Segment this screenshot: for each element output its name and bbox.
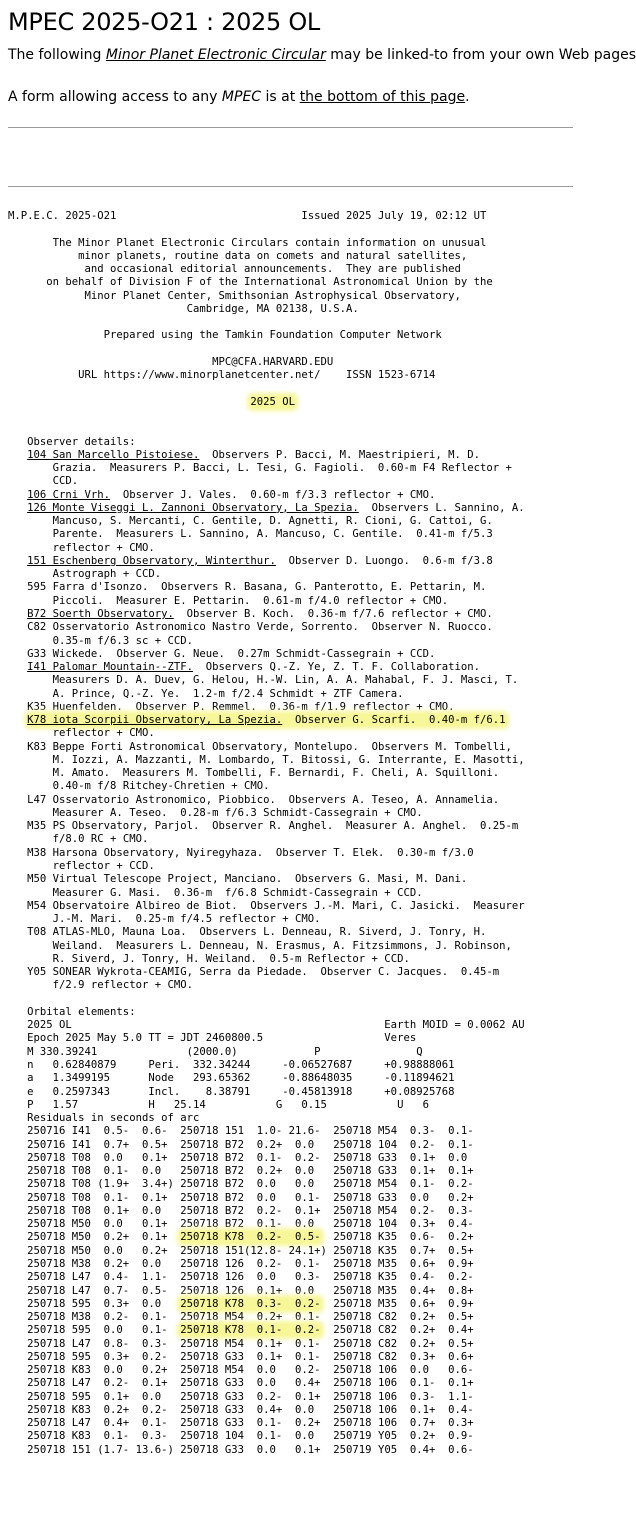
- observer-line: Observer J. Vales. 0.60-m f/3.3 reflector + CMO.: [122, 488, 436, 501]
- observer-line: Observer T. Elek. 0.30-m f/3.0: [275, 846, 474, 859]
- residual-cell: 250718 104 0.3+ 0.4-: [333, 1218, 474, 1231]
- observatory-link[interactable]: 106 Crni Vrh.: [27, 488, 111, 501]
- residual-cell: 250716 I41 0.5- 0.6-: [27, 1125, 181, 1138]
- observer-line: reflector + CCD.: [52, 860, 155, 873]
- preamble-line: and occasional editorial announcements. They are published: [84, 263, 461, 276]
- observer-line: Mancuso, S. Mercanti, C. Gentile, D. Agnetti, R. Cioni, G. Cattoi, G.: [52, 515, 493, 528]
- residual-cell: 250718 L47 0.4- 1.1-: [27, 1271, 181, 1284]
- residual-cell: 250718 K35 0.4- 0.2-: [333, 1271, 474, 1284]
- observer-line: Observer N. Ruocco.: [371, 621, 493, 634]
- residual-cell: 250718 151 (1.7- 13.6-): [27, 1443, 181, 1456]
- residual-cell: 250718 595 0.1+ 0.0: [27, 1390, 181, 1403]
- observer-line: Observer P. Remmel. 0.36-m f/1.9 reflector + CMO.: [135, 700, 455, 713]
- observer-line: Observer R. Anghel. Measurer A. Anghel. 0.25-m: [212, 820, 519, 833]
- observer-entry-c82: [8, 621, 493, 646]
- observer-line: Observer C. Jacques. 0.45-m: [320, 966, 500, 979]
- observatory-link[interactable]: B72 Soerth Observatory.: [27, 607, 174, 620]
- observer-highlight: [27, 714, 505, 726]
- residual-cell: 250719 Y05 0.4+ 0.6-: [333, 1443, 474, 1456]
- observer-line: Observers M. Tombelli,: [371, 740, 512, 753]
- observatory-name: C82 Osservatorio Astronomico Nastro Verde, Sorrento.: [27, 621, 359, 634]
- observer-line: Weiland. Measurers L. Denneau, N. Erasmus, A. Fitzsimmons, J. Robinson,: [52, 939, 512, 952]
- observatory-name: M54 Observatoire Albireo de Biot.: [27, 899, 238, 912]
- observer-line: Observer G. Neue. 0.27m Schmidt-Cassegrain + CCD.: [116, 647, 436, 660]
- residual-cell: 250718 G33 0.1- 0.2+: [180, 1417, 334, 1430]
- residual-cell: 250718 M38 0.2- 0.1-: [27, 1311, 181, 1324]
- mpec-id: M.P.E.C. 2025-O21: [8, 210, 117, 222]
- residuals-heading: Residuals in seconds of arc: [27, 1112, 200, 1125]
- residual-cell: 250718 L47 0.2- 0.1+: [27, 1377, 181, 1390]
- residual-cell: 250718 K35 0.6- 0.2+: [333, 1231, 474, 1244]
- observer-line: 0.35-m f/6.3 sc + CCD.: [52, 634, 193, 647]
- residual-cell: 250718 K35 0.7+ 0.5+: [333, 1244, 474, 1257]
- observer-line: R. Siverd, J. Tonry, H. Weiland. 0.5-m Reflector + CCD.: [52, 952, 410, 965]
- observer-line: f/8.0 RC + CMO.: [52, 833, 149, 846]
- residual-cell: 250718 B72 0.2- 0.1+: [180, 1204, 334, 1217]
- residual-cell: 250718 106 0.3- 1.1-: [333, 1390, 474, 1403]
- residual-cell: 250718 M35 0.4+ 0.8+: [333, 1284, 474, 1297]
- observer-entry-k35: [27, 701, 454, 713]
- observer-line: Observers A. Teseo, A. Annamelia.: [288, 793, 500, 806]
- observatory-name: K83 Beppe Forti Astronomical Observatory, Montelupo.: [27, 740, 359, 753]
- observatory-name: M35 PS Observatory, Parjol.: [27, 820, 200, 833]
- residual-cell: 250718 595 0.0 0.1-: [27, 1324, 181, 1337]
- observer-entry-106: [27, 489, 435, 501]
- bottom-of-page-link[interactable]: the bottom of this page: [299, 89, 466, 105]
- observer-line: Observers J.-M. Mari, C. Jasicki. Measurer: [250, 899, 525, 912]
- observer-line: Astrograph + CCD.: [52, 568, 162, 581]
- residual-cell-k78: 250718 K78 0.3- 0.2-: [180, 1297, 321, 1310]
- object-designation: 2025 OL: [250, 395, 296, 408]
- residual-cell: 250718 M54 0.0 0.2-: [180, 1364, 334, 1377]
- residual-cell: 250718 151 1.0- 21.6-: [180, 1125, 334, 1138]
- residual-cell: 250718 G33 0.2- 0.1+: [180, 1390, 334, 1403]
- contact-email: MPC@CFA.HARVARD.EDU: [212, 355, 334, 368]
- orbital-line: M 330.39241 (2000.0) P Q: [27, 1045, 423, 1058]
- residual-cell: 250718 M54 0.2+ 0.1-: [180, 1311, 334, 1324]
- preamble-line: The Minor Planet Electronic Circulars contain information on unusual: [52, 236, 487, 249]
- observer-entry-l47: [8, 794, 499, 819]
- observer-line: Parente. Measurers L. Sannino, A. Mancuso, C. Gentile. 0.41-m f/5.3: [52, 528, 493, 541]
- observer-line: Observer B. Koch. 0.36-m f/7.6 reflector + CMO.: [186, 607, 493, 620]
- observatory-link[interactable]: 104 San Marcello Pistoiese.: [27, 448, 200, 461]
- observer-line: A. Prince, Q.-Z. Ye. 1.2-m f/2.4 Schmidt + ZTF Camera.: [52, 687, 404, 700]
- observer-entry-g33: [27, 648, 435, 660]
- observer-entry-k78: [8, 714, 506, 739]
- intro-pre: The following: [8, 47, 106, 63]
- observer-line: 0.40-m f/8 Ritchey-Chretien + CMO.: [52, 780, 270, 793]
- residual-cell: 250718 126 0.1+ 0.0: [180, 1284, 334, 1297]
- residual-cell: 250718 106 0.0 0.6-: [333, 1364, 474, 1377]
- observer-line: f/2.9 reflector + CMO.: [52, 979, 193, 992]
- observer-line: Observers Q.-Z. Ye, Z. T. F. Collaboration.: [205, 661, 480, 674]
- residual-cell: 250718 T08 0.1- 0.1+: [27, 1191, 181, 1204]
- orbital-heading: Orbital elements:: [27, 1005, 136, 1018]
- residual-cell: 250718 T08 0.1+ 0.0: [27, 1204, 181, 1217]
- residual-cell: 250718 L47 0.4+ 0.1-: [27, 1417, 181, 1430]
- observer-line: Measurer G. Masi. 0.36-m f/6.8 Schmidt-Cassegrain + CCD.: [52, 886, 423, 899]
- mpec-link[interactable]: Minor Planet Electronic Circular: [105, 47, 326, 63]
- observer-entry-m35: [8, 820, 518, 845]
- intro-post: may be linked-to from your own Web pages: [325, 47, 636, 63]
- residual-cell: 250718 K83 0.1- 0.3-: [27, 1430, 181, 1443]
- observatory-link[interactable]: 151 Eschenberg Observatory, Winterthur.: [27, 554, 276, 567]
- residual-cell: 250718 C82 0.2+ 0.5+: [333, 1311, 474, 1324]
- orbital-line: 2025 OL Earth MOID = 0.0062 AU: [27, 1019, 525, 1032]
- observer-line: Observers P. Bacci, M. Maestripieri, M. D.: [212, 448, 480, 461]
- residual-cell: 250718 M54 0.2- 0.3-: [333, 1204, 474, 1217]
- observer-line: M. Iozzi, A. Mazzanti, M. Lombardo, T. Bitossi, G. Interrante, E. Masotti,: [52, 753, 525, 766]
- observer-entry-m38: [8, 847, 474, 872]
- observatory-name: G33 Wickede.: [27, 647, 104, 660]
- observer-line: Piccoli. Measurer E. Pettarin. 0.61-m f/4.0 reflector + CMO.: [52, 594, 449, 607]
- observatory-name: K35 Huenfelden.: [27, 700, 123, 713]
- residual-cell-k78: 250718 K78 0.1- 0.2-: [180, 1324, 321, 1337]
- residual-cell: 250719 Y05 0.2+ 0.9-: [333, 1430, 474, 1443]
- observer-entry-126: [8, 502, 525, 554]
- issued-date: Issued 2025 July 19, 02:12 UT: [301, 210, 487, 222]
- observatory-link[interactable]: I41 Palomar Mountain--ZTF.: [27, 661, 193, 674]
- residual-cell: 250718 G33 0.4+ 0.0: [180, 1403, 334, 1416]
- residual-cell: 250718 B72 0.1- 0.2-: [180, 1151, 334, 1164]
- residual-cell: 250718 595 0.3+ 0.2-: [27, 1350, 181, 1363]
- residual-cell: 250718 595 0.3+ 0.0: [27, 1297, 181, 1310]
- form-note: [8, 89, 470, 105]
- residual-cell: 250718 106 0.1- 0.1+: [333, 1377, 474, 1390]
- observer-entry-y05: [8, 966, 499, 991]
- observer-line: Observers L. Denneau, R. Siverd, J. Tonry, H.: [199, 926, 487, 939]
- observer-entry-k83: [8, 741, 525, 793]
- observer-line: reflector + CMO.: [52, 541, 155, 554]
- residual-cell: 250718 T08 (1.9+ 3.4+): [27, 1178, 181, 1191]
- preamble-line: on behalf of Division F of the International Astronomical Union by the: [46, 276, 493, 289]
- observer-line: Measurers D. A. Duev, G. Helou, H.-W. Lin, A. A. Mahabal, F. J. Masci, T.: [52, 674, 519, 687]
- orbital-line: a 1.3499195 Node 293.65362 -0.88648035 -0.11894621: [27, 1072, 455, 1085]
- observer-line: M. Amato. Measurers M. Tombelli, F. Bernardi, F. Cheli, A. Squilloni.: [52, 767, 500, 780]
- mpec-text: [8, 210, 525, 1457]
- preamble-line: minor planets, routine data on comets and natural satellites,: [78, 249, 468, 262]
- observatory-name: M50 Virtual Telescope Project, Manciano.: [27, 873, 283, 886]
- residual-cell: 250718 M50 0.0 0.2+: [27, 1244, 181, 1257]
- residual-cell: 250718 106 0.1+ 0.4-: [333, 1403, 474, 1416]
- observer-line: Observers L. Sannino, A.: [371, 501, 525, 514]
- form-note-post: .: [465, 89, 470, 105]
- residual-cell: 250718 T08 0.0 0.1+: [27, 1151, 181, 1164]
- orbital-line: n 0.62840879 Peri. 332.34244 -0.06527687 +0.98888061: [27, 1059, 455, 1071]
- observatory-name: L47 Osservatorio Astronomico, Piobbico.: [27, 793, 276, 806]
- orbital-line: e 0.2597343 Incl. 8.38791 -0.45813918 +0.08925768: [27, 1085, 455, 1098]
- residual-cell: 250718 M35 0.6+ 0.9+: [333, 1257, 474, 1270]
- observer-line: CCD.: [52, 475, 79, 488]
- form-note-mid: is at: [261, 89, 300, 105]
- residual-cell: 250718 C82 0.3+ 0.6+: [333, 1350, 474, 1363]
- observer-line: Grazia. Measurers P. Bacci, L. Tesi, G. Fagioli. 0.60-m F4 Reflector +: [52, 462, 512, 475]
- observatory-name: Y05 SONEAR Wykrota-CEAMIG, Serra da Piedade.: [27, 966, 308, 979]
- observer-entry-i41: [8, 661, 518, 700]
- observer-line: Observer G. Scarfi. 0.40-m f/6.1: [295, 714, 506, 727]
- observer-entry-b72: [27, 608, 493, 620]
- preamble-line: Cambridge, MA 02138, U.S.A.: [186, 302, 359, 315]
- residual-cell: 250718 M54 0.1+ 0.1-: [180, 1337, 334, 1350]
- observatory-name: T08 ATLAS-MLO, Mauna Loa.: [27, 926, 187, 939]
- residual-cell: 250718 M35 0.6+ 0.9+: [333, 1297, 474, 1310]
- residual-cell: 250718 M38 0.2+ 0.0: [27, 1257, 181, 1270]
- observatory-link[interactable]: 126 Monte Viseggi L. Zannoni Observatory, La Spezia.: [27, 501, 359, 514]
- preamble-line: Minor Planet Center, Smithsonian Astrophysical Observatory,: [84, 289, 461, 302]
- divider-top: [8, 127, 573, 128]
- residual-cell: 250718 126 0.0 0.3-: [180, 1271, 334, 1284]
- observer-line: Observers G. Masi, M. Dani.: [295, 873, 468, 886]
- residual-cell: 250718 T08 0.1- 0.0: [27, 1165, 181, 1178]
- residual-cell: 250718 G33 0.0 0.4+: [180, 1377, 334, 1390]
- residual-cell: 250718 L47 0.8- 0.3-: [27, 1337, 181, 1350]
- residual-cell: 250718 106 0.7+ 0.3+: [333, 1417, 474, 1430]
- residual-cell: 250718 K83 0.2+ 0.2-: [27, 1403, 181, 1416]
- observer-entry-m54: [8, 900, 525, 925]
- residual-cell: 250718 G33 0.0 0.2+: [333, 1191, 474, 1204]
- residual-cell: 250718 C82 0.2+ 0.5+: [333, 1337, 474, 1350]
- page-title: MPEC 2025-O21 : 2025 OL: [8, 8, 320, 36]
- observer-heading: Observer details:: [27, 435, 136, 448]
- residual-cell: 250718 M50 0.2+ 0.1+: [27, 1231, 181, 1244]
- observer-entry-595: [8, 581, 486, 606]
- residual-cell: 250718 M50 0.0 0.1+: [27, 1218, 181, 1231]
- observer-entry-t08: [8, 926, 512, 965]
- orbital-line: Epoch 2025 May 5.0 TT = JDT 2460800.5 Veres: [27, 1032, 417, 1045]
- residual-cell: 250718 G33 0.1+ 0.1-: [180, 1350, 334, 1363]
- residual-cell: 250718 K83 0.0 0.2+: [27, 1364, 181, 1377]
- observer-line: Measurer A. Teseo. 0.28-m f/6.3 Schmidt-Cassegrain + CMO.: [52, 806, 423, 819]
- observatory-link[interactable]: K78 iota Scorpii Observatory, La Spezia.: [27, 714, 283, 727]
- observatory-name: M38 Harsona Observatory, Nyiregyhaza.: [27, 846, 264, 859]
- prepared-note: Prepared using the Tamkin Foundation Computer Network: [103, 329, 442, 342]
- form-note-em: MPEC: [221, 89, 262, 105]
- divider-bottom: [8, 186, 573, 187]
- residual-cell: 250718 B72 0.1- 0.0: [180, 1218, 334, 1231]
- observer-line: Observers R. Basana, G. Panterotto, E. Pettarin, M.: [161, 581, 487, 594]
- observer-line: J.-M. Mari. 0.25-m f/4.5 reflector + CMO.: [52, 913, 321, 926]
- residual-cell: 250716 I41 0.7+ 0.5+: [27, 1138, 181, 1151]
- residual-cell: 250718 G33 0.1+ 0.1+: [333, 1165, 474, 1178]
- residual-cell: 250718 126 0.2- 0.1-: [180, 1257, 334, 1270]
- observer-entry-151: [8, 555, 493, 580]
- residual-cell: 250718 L47 0.7- 0.5-: [27, 1284, 181, 1297]
- residual-cell: 250718 M54 0.1- 0.2-: [333, 1178, 474, 1191]
- residual-cell: 250718 104 0.1- 0.0: [180, 1430, 334, 1443]
- residual-cell: 250718 B72 0.2+ 0.0: [180, 1138, 334, 1151]
- orbital-line: P 1.57 H 25.14 G 0.15 U 6: [27, 1098, 429, 1111]
- observer-line: Observer D. Luongo. 0.6-m f/3.8: [288, 554, 493, 567]
- residual-cell: 250718 G33 0.0 0.1+: [180, 1443, 334, 1456]
- residual-cell: 250718 M54 0.3- 0.1-: [333, 1125, 474, 1138]
- form-note-pre: A form allowing access to any: [8, 89, 222, 105]
- observer-line: reflector + CMO.: [52, 727, 155, 740]
- residual-cell-k78: 250718 K78 0.2- 0.5-: [180, 1231, 321, 1244]
- url-issn-line: URL https://www.minorplanetcenter.net/ ISSN 1523-6714: [78, 369, 436, 382]
- residual-cell: 250718 B72 0.2+ 0.0: [180, 1165, 334, 1178]
- residual-cell: 250718 B72 0.0 0.0: [180, 1178, 334, 1191]
- observer-entry-m50: [8, 873, 467, 898]
- residual-cell: 250718 104 0.2- 0.1-: [333, 1138, 474, 1151]
- residual-cell: 250718 G33 0.1+ 0.0: [333, 1151, 468, 1164]
- observer-entry-104: [8, 449, 512, 488]
- observatory-name: 595 Farra d'Isonzo.: [27, 581, 149, 594]
- residual-cell: 250718 151(12.8- 24.1+): [180, 1244, 334, 1257]
- residual-cell: 250718 B72 0.0 0.1-: [180, 1191, 334, 1204]
- residual-cell: 250718 C82 0.2+ 0.4+: [333, 1324, 474, 1337]
- intro-text: [8, 47, 636, 63]
